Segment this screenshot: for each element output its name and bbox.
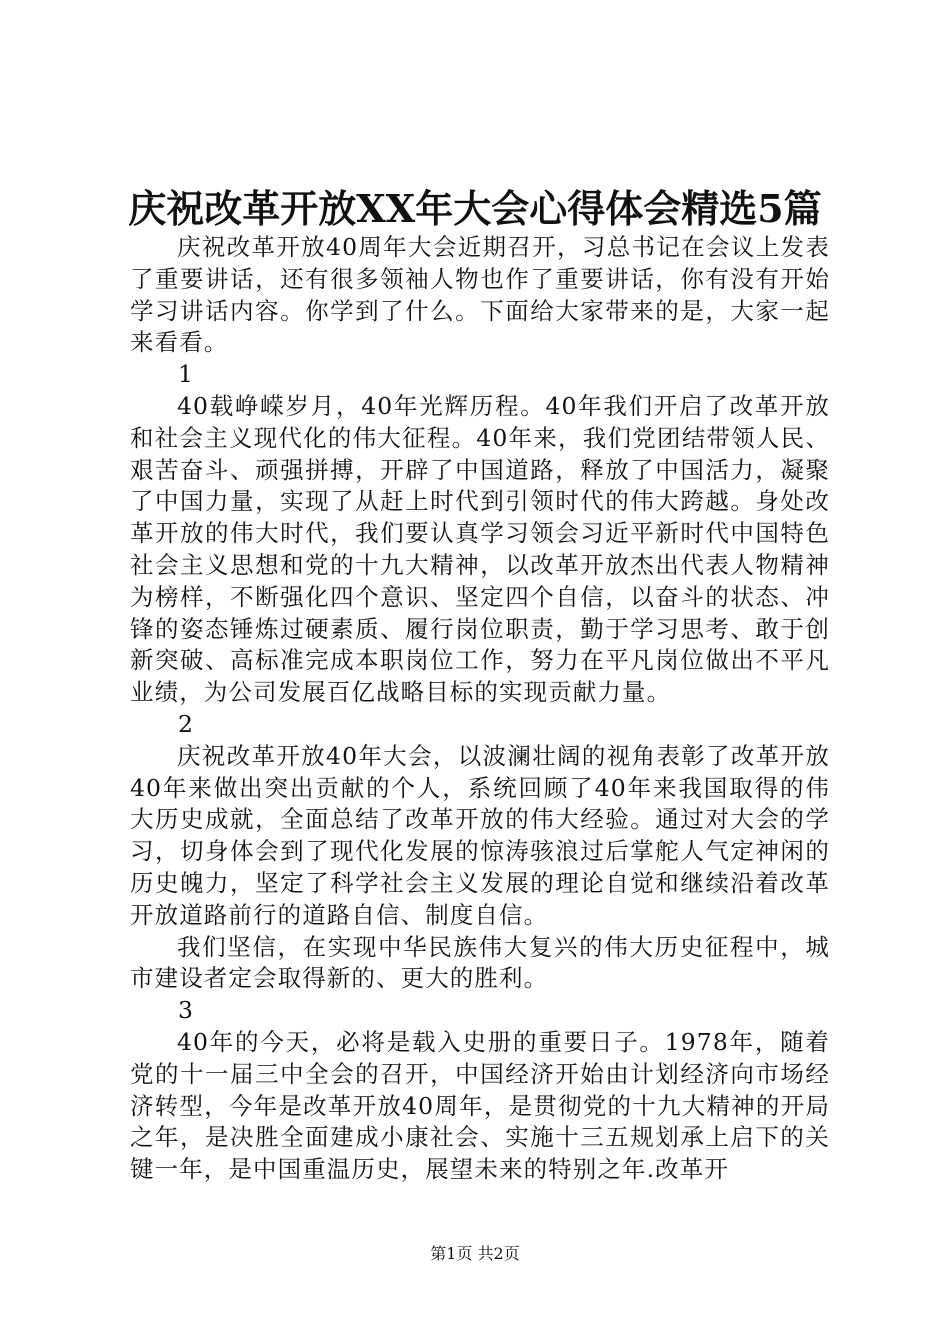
section-number-1: 1: [178, 360, 193, 389]
document-title: 庆祝改革开放XX年大会心得体会精选5篇: [128, 186, 822, 231]
page-number: 第1页: [430, 1244, 478, 1263]
paragraph-section-2b: 我们坚信，在实现中华民族伟大复兴的伟大历史征程中，城市建设者定会取得新的、更大的胜利。: [130, 932, 830, 993]
section-number-2: 2: [178, 709, 193, 738]
section-number-3: 3: [178, 996, 193, 1025]
paragraph-section-2: 庆祝改革开放40年大会，以波澜壮阔的视角表彰了改革开放40年来做出突出贡献的个人，系统回顾了40年来我国取得的伟大历史成就，全面总结了改革开放的伟大经验。通过对大会的学习，切身体会到了现代化发展的惊涛骇浪过后掌舵人气定神闲的历史魄力，坚定了科学社会主义发展的理论自觉和继续沿着改革开放道路前行的道路自信、制度自信。: [130, 741, 830, 929]
paragraph-section-1: 40载峥嵘岁月，40年光辉历程。40年我们开启了改革开放和社会主义现代化的伟大征程。40年来，我们党团结带领人民、艰苦奋斗、顽强拼搏，开辟了中国道路，释放了中国活力，凝聚了中国力量，实现了从赶上时代到引领时代的伟大跨越。身处改革开放的伟大时代，我们要认真学习领会习近平新时代中国特色社会主义思想和党的十九大精神，以改革开放杰出代表人物精神为榜样，不断强化四个意识、坚定四个自信，以奋斗的状态、冲锋的姿态锤炼过硬素质、履行岗位职责，勤于学习思考、敢于创新突破、高标准完成本职岗位工作，努力在平凡岗位做出不平凡业绩，为公司发展百亿战略目标的实现贡献力量。: [130, 391, 830, 707]
document-body: [130, 232, 830, 1186]
paragraph-section-3: 40年的今天，必将是载入史册的重要日子。1978年，随着党的十一届三中全会的召开，中国经济开始由计划经济向市场经济转型，今年是改革开放40周年，是贯彻党的十九大精神的开局之年，是决胜全面建成小康社会、实施十三五规划承上启下的关键一年，是中国重温历史，展望未来的特别之年.改革开: [130, 1027, 830, 1184]
paragraph-intro: 庆祝改革开放40周年大会近期召开，习总书记在会议上发表了重要讲话，还有很多领袖人物也作了重要讲话，你有没有开始学习讲话内容。你学到了什么。下面给大家带来的是，大家一起来看看。: [130, 233, 830, 357]
page-total: 共2页: [477, 1244, 520, 1263]
page-footer: [0, 1244, 950, 1264]
